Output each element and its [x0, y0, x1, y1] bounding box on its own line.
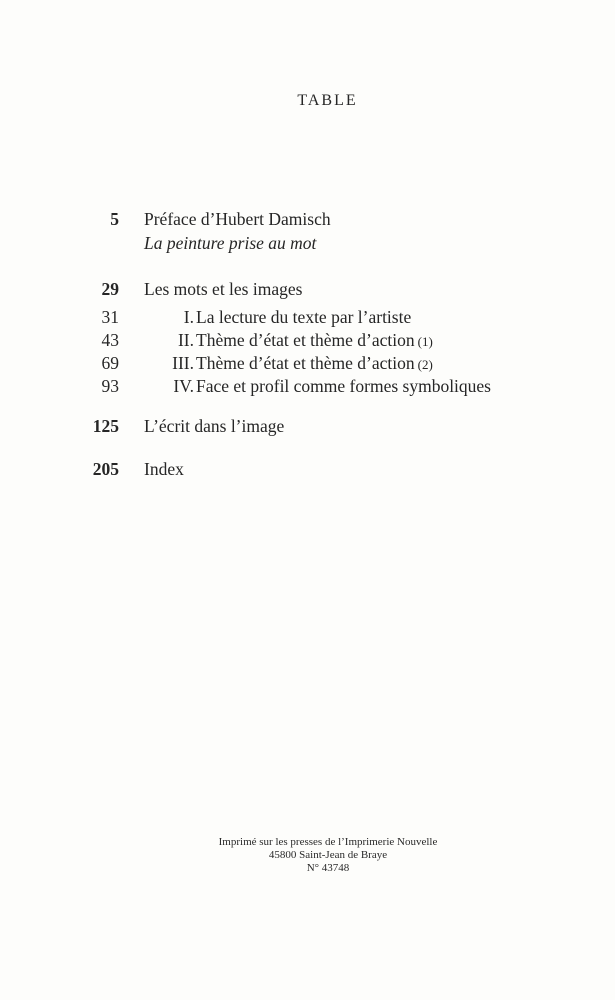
toc-entry-note: (1): [417, 334, 433, 349]
toc-chapter-numeral: IV.: [173, 376, 194, 396]
toc-entry-chapter-4: [0, 374, 615, 398]
colophon-address-line: 45800 Saint-Jean de Braye: [268, 849, 388, 861]
toc-entry-note: (2): [417, 357, 433, 372]
toc-entry-label: Les mots et les images: [144, 279, 303, 299]
toc-page-number: 93: [101, 376, 119, 396]
toc-entry-subtitle: La peinture prise au mot: [144, 233, 317, 253]
toc-page-number: 29: [101, 279, 119, 299]
toc-chapter-numeral: I.: [183, 307, 194, 327]
toc-page-number: 69: [101, 353, 119, 373]
printer-colophon: [0, 836, 615, 875]
toc-page-number: 125: [92, 416, 119, 436]
toc-entry-chapter-1: [0, 305, 615, 329]
toc-entry-label: Index: [144, 459, 184, 479]
toc-entry-label: Préface d’Hubert Damisch: [144, 209, 331, 229]
toc-page-number: 31: [101, 307, 119, 327]
toc-page-number: 43: [101, 330, 119, 350]
colophon-number-line: N° 43748: [306, 862, 350, 874]
toc-entry-preface: [0, 207, 615, 253]
toc-entry-label: Face et profil comme formes symboliques: [196, 376, 491, 396]
toc-entry-label: L’écrit dans l’image: [144, 416, 285, 436]
toc-page-number: 205: [92, 459, 119, 479]
toc-chapter-numeral: II.: [177, 330, 194, 350]
toc-entry-index: [0, 457, 615, 481]
toc-entry-label: Thème d’état et thème d’action: [196, 330, 415, 350]
toc-entry-chapter-3: [0, 351, 615, 375]
page-title: TABLE: [297, 92, 358, 109]
toc-entry-label: Thème d’état et thème d’action: [196, 353, 415, 373]
toc-entry-chapter-2: [0, 328, 615, 352]
toc-entry-label: La lecture du texte par l’artiste: [196, 307, 412, 327]
toc-chapter-numeral: III.: [172, 353, 194, 373]
colophon-printer-line: Imprimé sur les presses de l’Imprimerie Nouvelle: [218, 836, 438, 848]
toc-entry-part-1: [0, 277, 615, 301]
toc-page-number: 5: [110, 209, 119, 229]
toc-entry-part-2: [0, 414, 615, 438]
